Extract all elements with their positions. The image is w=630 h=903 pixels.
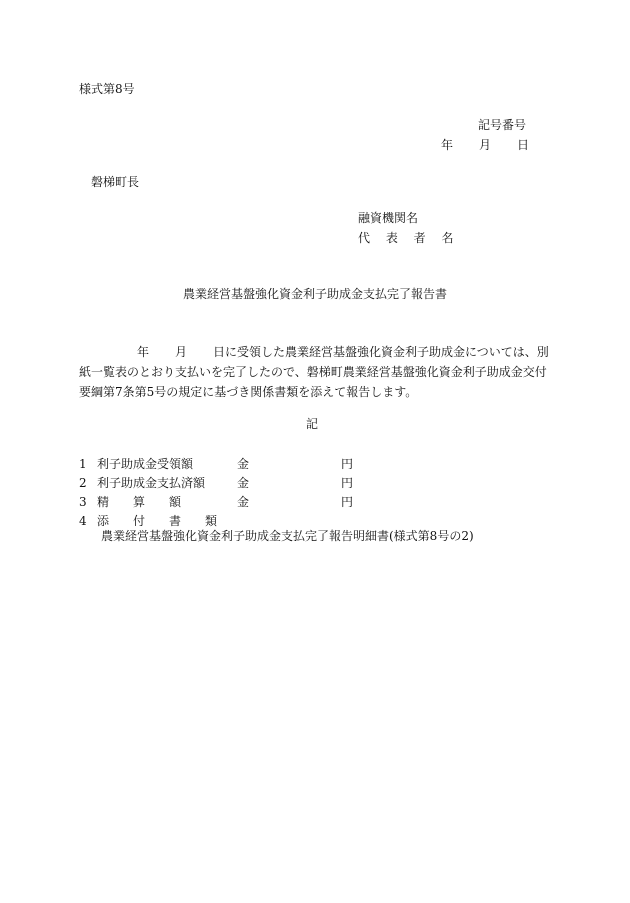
item-list <box>79 455 353 531</box>
item-amount-prefix: 金 <box>237 457 250 471</box>
form-number: 様式第8号 <box>79 82 135 96</box>
date-line <box>441 139 529 151</box>
item-amount-prefix: 金 <box>237 495 250 509</box>
list-item <box>79 493 353 512</box>
item-unit: 円 <box>341 495 354 509</box>
document-number-label: 記号番号 <box>478 118 527 132</box>
addressee: 磐梯町長 <box>91 175 140 189</box>
item-label: 利子助成金受領額 <box>97 457 194 471</box>
item-number: 1 <box>79 457 87 471</box>
body-paragraph <box>79 342 553 402</box>
item-number: 2 <box>79 476 87 490</box>
date-year: 年 <box>441 138 454 152</box>
attachment-detail: 農業経営基盤強化資金利子助成金支払完了報告明細書(様式第8号の2) <box>101 529 474 543</box>
date-day: 日 <box>517 138 530 152</box>
representative-name-label: 代 表 者 名 <box>358 231 460 245</box>
body-month: 月 <box>175 345 188 359</box>
item-unit: 円 <box>341 457 354 471</box>
item-number: 3 <box>79 495 87 509</box>
item-unit: 円 <box>341 476 354 490</box>
item-number: 4 <box>79 514 87 528</box>
item-label: 利子助成金支払済額 <box>97 476 206 490</box>
item-label: 精 算 額 <box>97 495 182 509</box>
institution-name-label: 融資機関名 <box>358 211 419 225</box>
list-item <box>79 474 353 493</box>
body-year: 年 <box>137 345 150 359</box>
item-amount-prefix: 金 <box>237 476 250 490</box>
item-label: 添 付 書 類 <box>97 514 218 528</box>
date-month: 月 <box>479 138 492 152</box>
ki-heading: 記 <box>306 417 319 431</box>
document-title: 農業経営基盤強化資金利子助成金支払完了報告書 <box>182 287 447 301</box>
list-item <box>79 455 353 474</box>
body-text: 日に受領した農業経営基盤強化資金利子助成金については、別紙一覧表のとおり支払いを完了したので、磐梯町農業経営基盤強化資金利子助成金交付要綱第7条第5号の規定に基づき関係書類を添えて報告します。 <box>79 345 549 399</box>
